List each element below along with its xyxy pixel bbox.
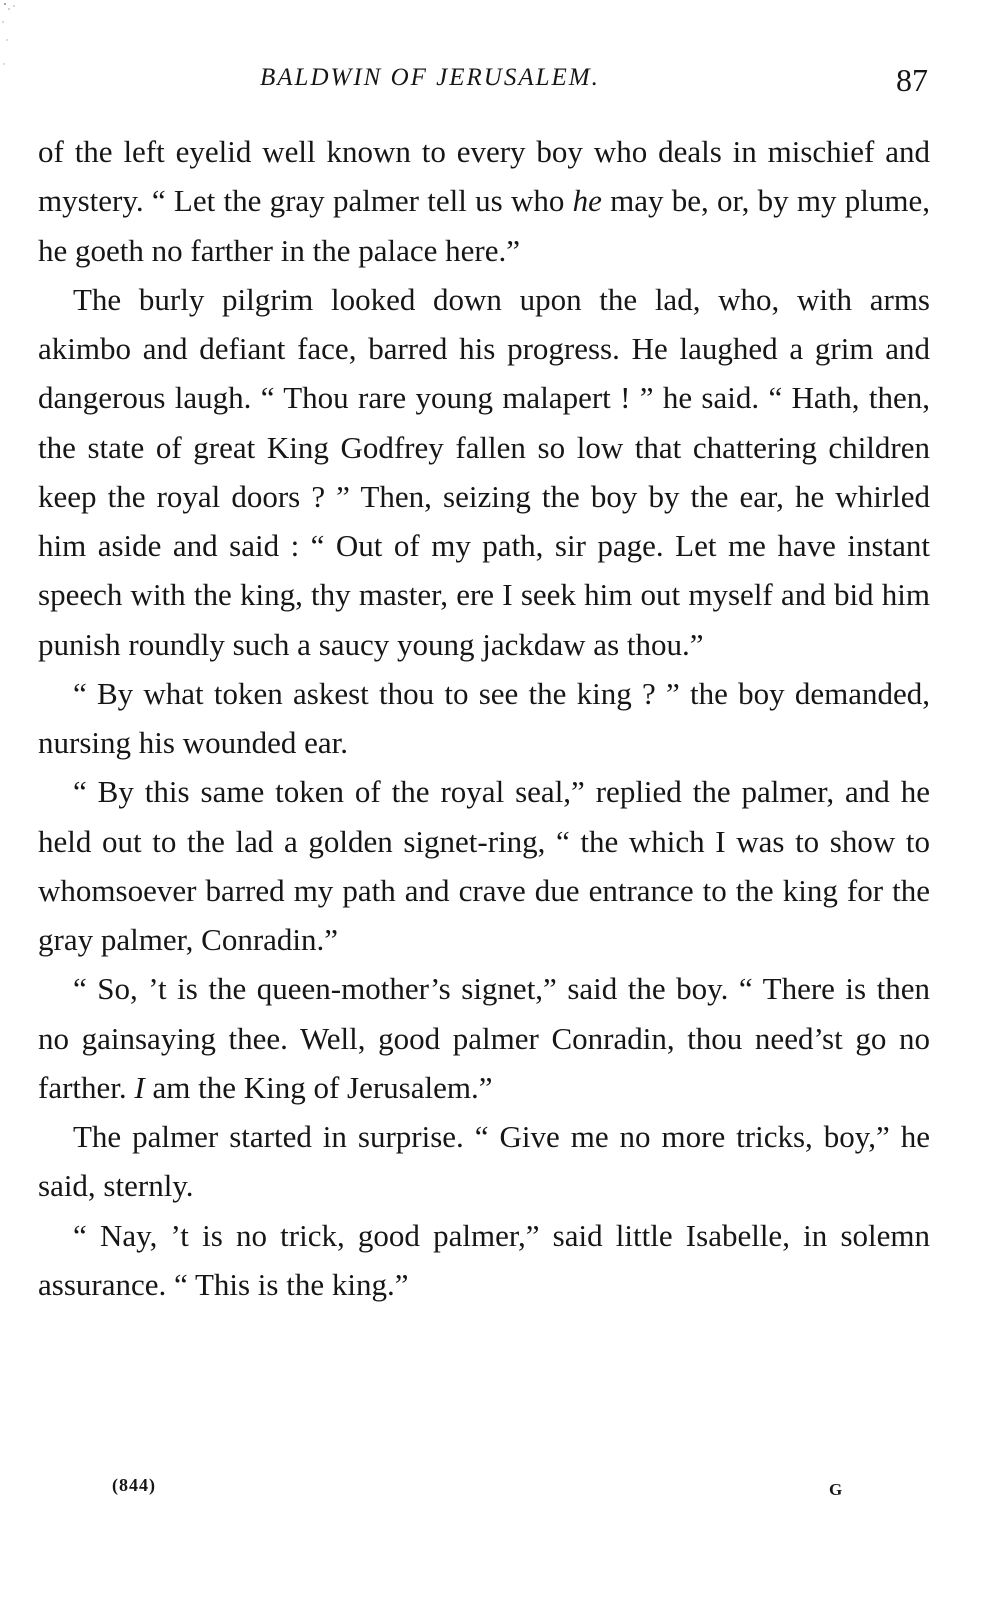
- text-run: The palmer started in surprise. “ Give me no more tricks, boy,” he said, sternly.: [38, 1119, 930, 1204]
- text-run: “ So, ’t is the queen-mother’s signet,” said the boy. “ There is then no gainsaying thee. Well, good palmer Conradin, thou need’st go no farther.: [38, 971, 930, 1105]
- gathering-letter: G: [829, 1480, 843, 1499]
- italic-emphasis: I: [134, 1069, 145, 1105]
- text-run: “ By this same token of the royal seal,” replied the palmer, and he held out to the lad a golden signet-ring, “ the which I was to show to whomsoever barred my path and crave due entrance to the king for the gray palmer, Conradin.”: [38, 774, 930, 957]
- paragraph: [38, 127, 930, 275]
- running-title: BALDWIN OF JERUSALEM.: [260, 64, 600, 91]
- page-header: [38, 58, 930, 102]
- paragraph: [38, 767, 930, 964]
- paragraph: [38, 669, 930, 768]
- text-run: “ By what token askest thou to see the king ? ” the boy demanded, nursing his wounded ear.: [38, 675, 930, 760]
- page-specks: [0, 0, 30, 90]
- text-run: “ Nay, ’t is no trick, good palmer,” said little Isabelle, in solemn assurance. “ This is the king.”: [38, 1217, 930, 1302]
- text-run: am the King of Jerusalem.”: [144, 1069, 493, 1105]
- signature-mark: (844): [112, 1475, 156, 1495]
- page-number: 87: [896, 62, 928, 98]
- paragraph: [38, 964, 930, 1112]
- text-run: may be, or, by my plume, he goeth no farther in the palace here.”: [38, 183, 931, 268]
- paragraph: [38, 1112, 930, 1211]
- text-run: of the left eyelid well known to every boy who deals in mischief and mystery. “ Let the gray palmer tell us who: [38, 134, 930, 219]
- italic-emphasis: he: [572, 183, 602, 219]
- paragraph: [38, 275, 930, 669]
- text-run: The burly pilgrim looked down upon the lad, who, with arms akimbo and defiant face, barred his progress. He laughed a grim and dangerous laugh. “ Thou rare young malapert ! ” he said. “ Hath, then, the state of great King Godfrey fallen so low that chattering children keep the royal doors ? ” Then, seizing the boy by the ear, he whirled him aside and said : “ Out of my path, sir page. Let me have instant speech with the king, thy master, ere I seek him out myself and bid him punish roundly such a saucy young jackdaw as thou.”: [38, 281, 930, 662]
- body-text: [38, 127, 930, 1309]
- paragraph: [38, 1211, 930, 1310]
